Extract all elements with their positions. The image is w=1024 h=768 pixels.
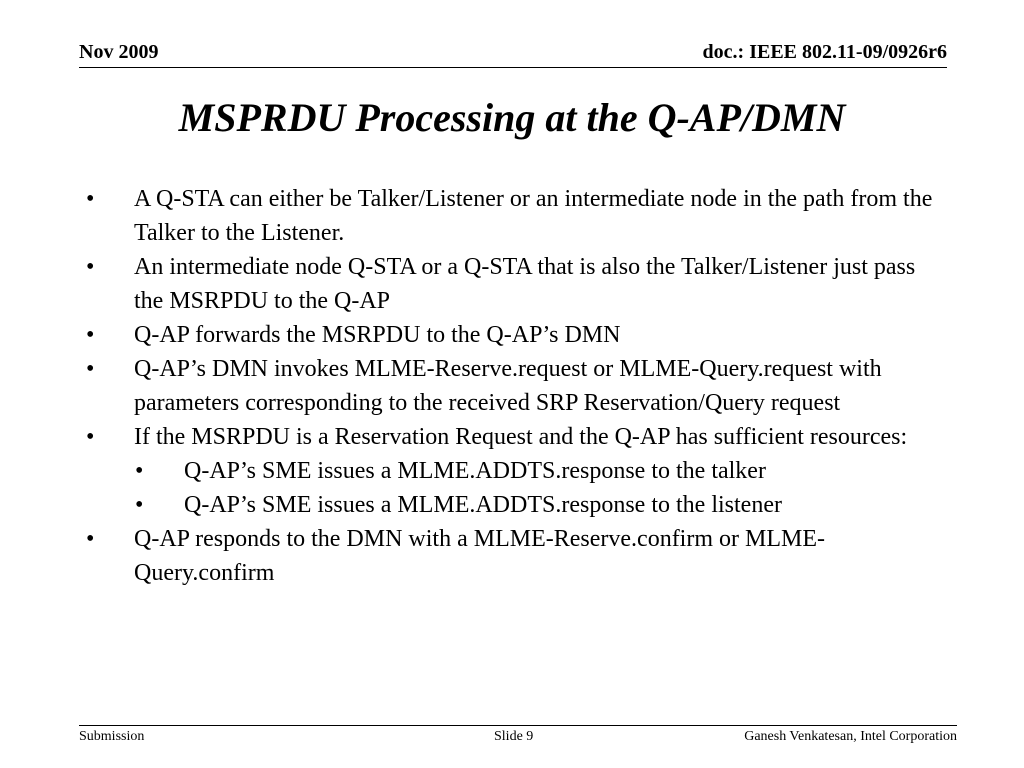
- bullet-glyph: •: [135, 492, 144, 518]
- footer-slide-number: Slide 9: [494, 729, 534, 744]
- bullet-text: Q-AP responds to the DMN with a MLME-Reserve.confirm or MLME-Query.confirm: [134, 526, 825, 586]
- bullet-text: Q-AP forwards the MSRPDU to the Q-AP’s DMN: [134, 322, 621, 348]
- bullet-item: [80, 352, 950, 420]
- bullet-text: Q-AP’s SME issues a MLME.ADDTS.response to the talker: [184, 458, 766, 484]
- header-divider: [79, 67, 947, 68]
- bullet-item: [80, 522, 950, 590]
- bullet-glyph: •: [86, 254, 95, 280]
- bullet-glyph: •: [86, 356, 95, 382]
- header-date: Nov 2009: [79, 41, 159, 63]
- footer-submission: Submission: [79, 729, 145, 744]
- footer-author: Ganesh Venkatesan, Intel Corporation: [744, 729, 957, 744]
- sub-bullet-item: [80, 454, 950, 488]
- bullet-text: If the MSRPDU is a Reservation Request and the Q-AP has sufficient resources:: [134, 424, 908, 450]
- bullet-text: Q-AP’s SME issues a MLME.ADDTS.response to the listener: [184, 492, 782, 518]
- slide-title: MSPRDU Processing at the Q-AP/DMN: [178, 95, 846, 140]
- bullet-text: An intermediate node Q-STA or a Q-STA that is also the Talker/Listener just pass the MSRPDU to the Q-AP: [134, 254, 916, 314]
- bullet-text: Q-AP’s DMN invokes MLME-Reserve.request or MLME-Query.request with parameters corresponding to the received SRP Reservation/Query request: [134, 356, 882, 416]
- bullet-glyph: •: [86, 526, 95, 552]
- bullet-glyph: •: [86, 186, 95, 212]
- bullet-list: [80, 182, 950, 590]
- bullet-glyph: •: [135, 458, 144, 484]
- bullet-item: [80, 420, 950, 454]
- bullet-text: A Q-STA can either be Talker/Listener or an intermediate node in the path from the Talker to the Listener.: [134, 186, 933, 246]
- bullet-glyph: •: [86, 322, 95, 348]
- bullet-item: [80, 182, 950, 250]
- bullet-item: [80, 250, 950, 318]
- bullet-item: [80, 318, 950, 352]
- bullet-glyph: •: [86, 424, 95, 450]
- sub-bullet-item: [80, 488, 950, 522]
- header-doc-id: doc.: IEEE 802.11-09/0926r6: [702, 41, 947, 63]
- footer-divider: [79, 725, 957, 726]
